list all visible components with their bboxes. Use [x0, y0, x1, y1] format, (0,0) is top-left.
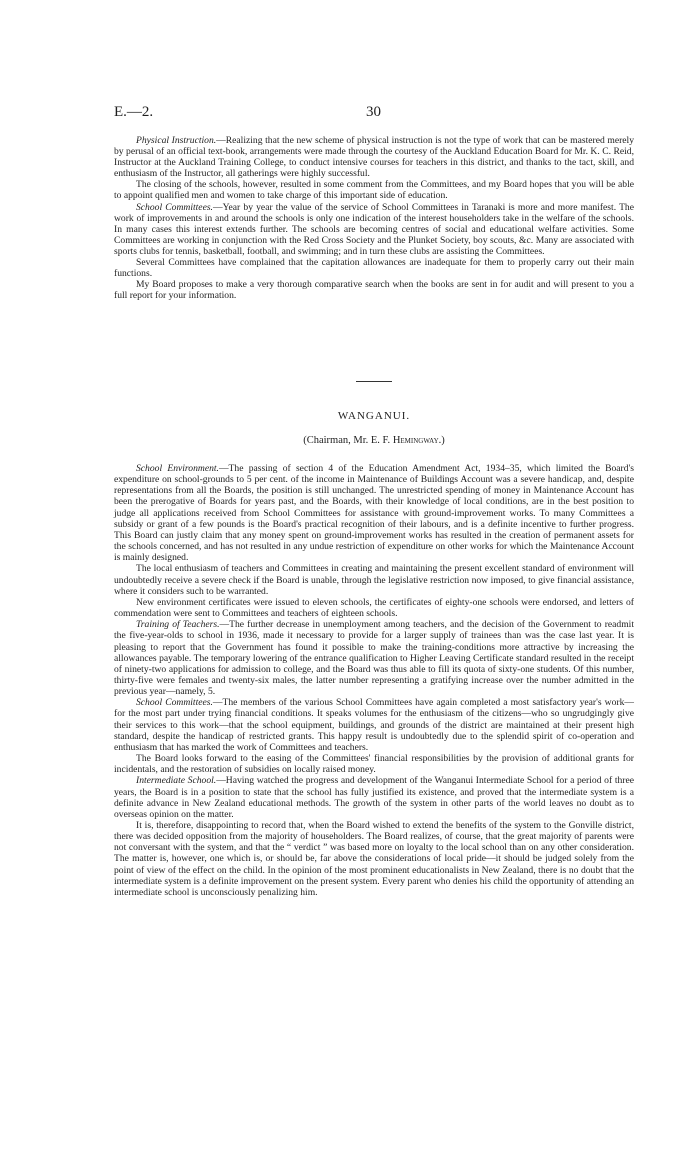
- paragraph-text: —The further decrease in unemployment among teachers, and the decision of the Government to readmit the five-year-olds to school in 1936, made it necessary to provide for a larger supply of trainees than was the case last year. It is pleasing to report that the Government has found it possible to make the training-conditions more attractive by increasing the allowances payable. The temporary lowering of the entrance qualification to Higher Leaving Certificate standard resulted in the receipt of ninety-two applications for admission to college, and the Board was thus able to fill its quota of sixty-one students. Of this number, thirty-five were females and twenty-six males, the latter number representing a gratifying increase over the number admitted in the previous year—namely, 5.: [114, 619, 634, 698]
- chairman-suffix: .): [438, 435, 445, 446]
- paragraph: [114, 202, 634, 257]
- paragraph: [114, 279, 634, 301]
- paragraph-text: My Board proposes to make a very thorough comparative search when the books are sent in for audit and will present to you a full report for your information.: [114, 279, 634, 302]
- paragraph-text: —The members of the various School Committees have again completed a most satisfactory year's work—for the most part under trying financial conditions. It speaks volumes for the enthusiasm of the citizens—who so ungrudgingly give their services to this work—that the school equipment, buildings, and grounds of the district are maintained at their present high standard, despite the handicap of restricted grants. This happy result is undoubtedly due to the splendid spirit of co-operation and enthusiasm that has marked the work of Committees and teachers.: [114, 697, 634, 753]
- paragraph: [114, 619, 634, 697]
- paragraph-lead: Physical Instruction.: [136, 135, 217, 146]
- chairman-name: Hemingway: [392, 435, 439, 446]
- paragraph: [114, 753, 634, 775]
- chairman-line: [114, 435, 634, 446]
- chairman-prefix: (Chairman, Mr. E. F.: [303, 435, 393, 446]
- paragraph: [114, 697, 634, 753]
- paragraph: [114, 257, 634, 279]
- paragraph-lead: School Environment.: [136, 463, 219, 474]
- paragraph-lead: School Committees.: [136, 201, 213, 213]
- paragraph-text: —Year by year the value of the service of School Committees in Taranaki is more and more manifest. The work of improvements in and around the schools is only one indication of the interest householders take in the welfare of the schools. In many cases this interest extends further. The schools are becoming centres of social and educational welfare activities. Some Committees are working in conjunction with the Red Cross Society and the Plunket Society, boy scouts, &c. Many are associated with sports clubs for tennis, basketball, football, and swimming; and in turn these clubs are assisting the Committees.: [114, 201, 634, 257]
- paragraph-text: The closing of the schools, however, resulted in some comment from the Committees, and my Board hopes that you will be able to appoint qualified men and women to take charge of this important side of education.: [114, 179, 634, 202]
- page-reference: E.—2.: [114, 104, 154, 120]
- paragraph-text: The Board looks forward to the easing of the Committees' financial responsibilities by the provision of additional grants for incidentals, and the restoration of subsidies on locally raised money.: [114, 753, 634, 776]
- paragraph-text: —Having watched the progress and development of the Wanganui Intermediate School for a period of three years, the Board is in a position to state that the school has fully justified its existence, and proved that the intermediate system is a definite advance in New Zealand educational methods. The growth of the system in other parts of the world leaves no doubt as to overseas opinion on the matter.: [114, 775, 635, 820]
- paragraph-text: Several Committees have complained that the capitation allowances are inadequate for them to properly carry out their main functions.: [114, 257, 634, 280]
- paragraph-lead: School Committees.: [136, 697, 213, 709]
- paragraph: [114, 563, 634, 596]
- paragraph-text: The local enthusiasm of teachers and Committees in creating and maintaining the present excellent standard of environment will undoubtedly receive a severe check if the Board is unable, through the legislative restriction now imposed, to give financial assistance, where it considers such to be warranted.: [114, 563, 634, 597]
- paragraph-text: —The passing of section 4 of the Education Amendment Act, 1934–35, which limited the Board's expenditure on school-grounds to 5 per cent. of the income in Maintenance of Buildings Account was a severe handicap, and, despite representations from all the Boards, the position is still unchanged. The unrestricted spending of money in Maintenance Account has been the prerogative of Boards for years past, and the Boards, with their knowledge of local conditions, are in the best position to judge all applications received from School Committees for assistance with ground-improvement works. To many Committees a subsidy or grant of a few pounds is the Board's practical recognition of their labours, and is a definite incentive to further progress. This Board can justly claim that any money spent on ground-improvement works has resulted in the creation of permanent assets for the schools concerned, and has not resulted in any undue restriction of expenditure on other works for which the Maintenance Account is mainly designed.: [114, 463, 634, 564]
- paragraph-text: —Realizing that the new scheme of physical instruction is not the type of work that can be mastered merely by perusal of an official text-book, arrangements were made through the courtesy of the Auckland Education Board for Mr. K. C. Reid, Instructor at the Auckland Training College, to conduct intensive courses for teachers in this district, and thanks to the tact, skill, and enthusiasm of the Instructor, all gatherings were highly successful.: [114, 135, 634, 180]
- paragraph: [114, 179, 634, 201]
- section-divider: [356, 381, 392, 382]
- page-number: 30: [366, 104, 381, 120]
- paragraph: [114, 463, 634, 563]
- paragraph: [114, 820, 634, 898]
- wanganui-section-text: [114, 463, 634, 898]
- paragraph-lead: Intermediate School.: [136, 775, 217, 787]
- paragraph-lead: Training of Teachers.: [136, 619, 220, 631]
- paragraph-text: It is, therefore, disappointing to record that, when the Board wished to extend the benefits of the system to the Gonville district, there was decided opposition from the majority of householders. The Board realizes, of course, that the great majority of parents were not conversant with the system, and that the “ verdict ” was based more on loyalty to the local school than on any other consideration. The matter is, however, one which is, or should be, far above the considerations of local pride—it should be judged solely from the point of view of the effect on the child. In the opinion of the most prominent educationalists in New Zealand, there is no doubt that the intermediate system is a definite improvement on the present system. Every parent who denies his child the opportunity of attending an intermediate school is unconsciously penalizing him.: [114, 820, 634, 898]
- page-header: [114, 104, 634, 124]
- paragraph: [114, 775, 634, 820]
- taranaki-section-text: [114, 135, 634, 301]
- paragraph: [114, 597, 634, 619]
- paragraph-text: New environment certificates were issued to eleven schools, the certificates of eighty-one schools were endorsed, and letters of commendation were sent to Committees and teachers of eighteen schools.: [114, 596, 634, 620]
- paragraph: [114, 135, 634, 179]
- section-title: WANGANUI.: [337, 410, 411, 422]
